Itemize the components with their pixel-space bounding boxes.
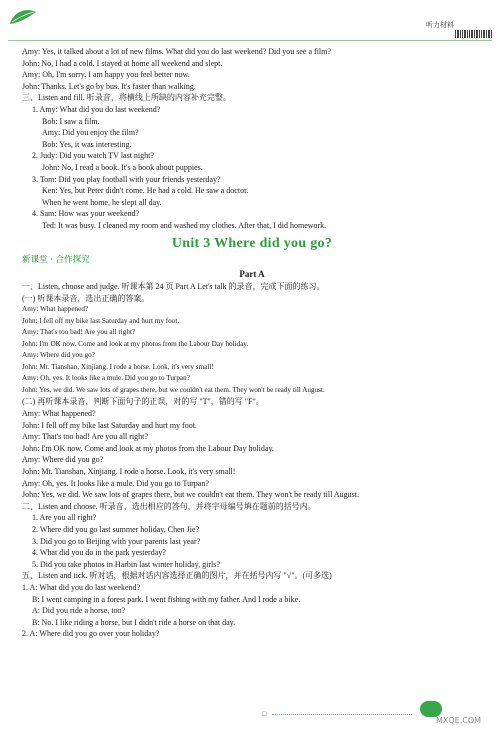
footer-marker: □ — [262, 710, 267, 718]
text-line: Bob: I saw a film. — [42, 116, 100, 126]
dialog-line: Amy: Oh, I'm sorry. I am happy you feel better now. — [22, 70, 190, 80]
text-line: 3. Tom: Did you play football with your friends yesterday? — [32, 174, 221, 184]
text-line: 4. Sam: How was your weekend? — [32, 209, 140, 219]
text-line: Ken: Yes, but Peter didn't come. He had a cold. He saw a doctor. — [42, 186, 249, 196]
text-line: 1. Are you all right? — [32, 513, 97, 523]
text-line: Amy: What happened? — [22, 409, 96, 419]
leaf-logo-icon — [8, 6, 38, 28]
text-line: John: Yes, we did. We saw lots of grapes there, but we couldn't eat them. They won't be ready till August. — [22, 385, 325, 394]
text-line: John: Yes, we did. We saw lots of grapes there, but we couldn't eat them. They won't be ready till August. — [22, 490, 359, 500]
part-title: Part A — [239, 268, 265, 279]
top-dialog — [22, 46, 482, 92]
section-1-sub-2: (二) 再听课本录音，判断下面句子的正误，对的写 "T"，错的写 "F"。 — [22, 397, 264, 407]
dialog-1 — [22, 304, 482, 396]
page-header — [0, 0, 500, 40]
text-line: John: I'm OK now. Come and look at my photos from the Labour Day holiday. — [22, 339, 249, 348]
text-line: John: Mt. Tianshan, Xinjiang. I rode a horse. Look, it's very small! — [22, 467, 236, 477]
text-line: 2. Where did you go last summer holiday, Chen Jie? — [32, 525, 200, 534]
text-line: 1. Amy: What did you do last weekend? — [32, 104, 161, 114]
text-line: A: Did you ride a horse, too? — [32, 606, 126, 616]
text-line: Bob: Yes, it was interesting. — [42, 139, 132, 149]
dialog-line: John: No, I had a cold. I stayed at home all weekend and slept. — [22, 58, 223, 68]
section-1-title: 一、Listen, choose and judge. 听课本第 24 页 Part A Let's talk 的录音，完成下面的练习。 — [22, 282, 325, 292]
text-line: Amy: Oh, yes. It looks like a mule. Did you go to Turpan? — [22, 478, 209, 488]
text-line: Amy: Where did you go? — [22, 455, 104, 465]
unit-title: Unit 3 Where did you go? — [171, 235, 333, 251]
page-number-badge — [420, 701, 442, 717]
text-line: When he went home, he slept all day. — [42, 197, 162, 207]
section-2-title: 二、Listen and choose. 听录音，选出相应的答句，并将字母编号填在题前的括号内。 — [22, 501, 316, 511]
text-line: Amy: Oh, yes. It looks like a mule. Did you go to Turpan? — [22, 374, 190, 383]
section-5-lines — [22, 582, 482, 640]
text-line: John: I fell off my bike last Saturday and hurt my foot. — [22, 316, 180, 325]
section-3-title: 三、Listen and fill. 听录音，将横线上所缺的内容补充完整。 — [22, 93, 231, 103]
dialog-2 — [22, 408, 482, 501]
text-line: Amy: Did you enjoy the film? — [42, 128, 139, 138]
text-line: 1. A: What did you do last weekend? — [22, 582, 141, 592]
watermark: MXQE.COM — [436, 716, 482, 725]
dialog-line: John: Thanks. Let's go by bus. It's faster than walking. — [22, 81, 196, 91]
text-line: 4. What did you do in the park yesterday? — [32, 548, 166, 558]
text-line: 5. Did you take photos in Harbin last winter holiday, girls? — [32, 559, 220, 569]
text-line: Amy: That's too bad! Are you all right? — [22, 328, 136, 337]
text-line: 2. Judy: Did you watch TV last night? — [32, 151, 154, 161]
header-rule — [8, 40, 492, 41]
section-5-title: 五、Listen and tick. 听对话，根据对话内容选择正确的图片，并在括号内写 "√"。(可多选) — [22, 571, 332, 581]
header-label: 听力材料 — [426, 21, 454, 29]
section-2-lines — [22, 512, 482, 570]
text-line: Amy: That's too bad! Are you all right? — [22, 432, 148, 442]
section-1-sub-1: (一) 听课本录音，选出正确的答案。 — [22, 293, 150, 303]
section-3-lines — [22, 104, 482, 232]
section-heading: 新课堂 · 合作探究 — [22, 255, 90, 266]
text-line: John: No, I read a book. It's a book about puppies. — [42, 162, 203, 172]
text-line: B: No. I like riding a horse, but I didn't ride a horse on that day. — [32, 617, 236, 627]
text-line: Amy: Where did you go? — [22, 351, 95, 360]
text-line: B: I went camping in a forest park. I went fishing with my father. And I rode a bike. — [32, 594, 301, 604]
text-line: Ted: It was busy. I cleaned my room and washed my clothes. After that, I did homework. — [42, 220, 327, 230]
text-line: 2. A: Where did you go over your holiday? — [22, 629, 160, 639]
text-line: John: Mt. Tianshan, Xinjiang. I rode a horse. Look, it's very small! — [22, 362, 214, 371]
page-content — [22, 46, 482, 640]
text-line: John: I'm OK now. Come and look at my photos from the Labour Day holiday. — [22, 443, 274, 453]
text-line: Amy: What happened? — [22, 305, 89, 314]
text-line: John: I fell off my bike last Saturday and hurt my foot. — [22, 420, 197, 430]
barcode-decoration — [455, 30, 492, 38]
footer-rule — [272, 714, 412, 715]
text-line: 3. Did you go to Beijing with your parents last year? — [32, 536, 201, 546]
dialog-line: Amy: Yes, it talked about a lot of new films. What did you do last weekend? Did you see a film? — [22, 47, 331, 56]
